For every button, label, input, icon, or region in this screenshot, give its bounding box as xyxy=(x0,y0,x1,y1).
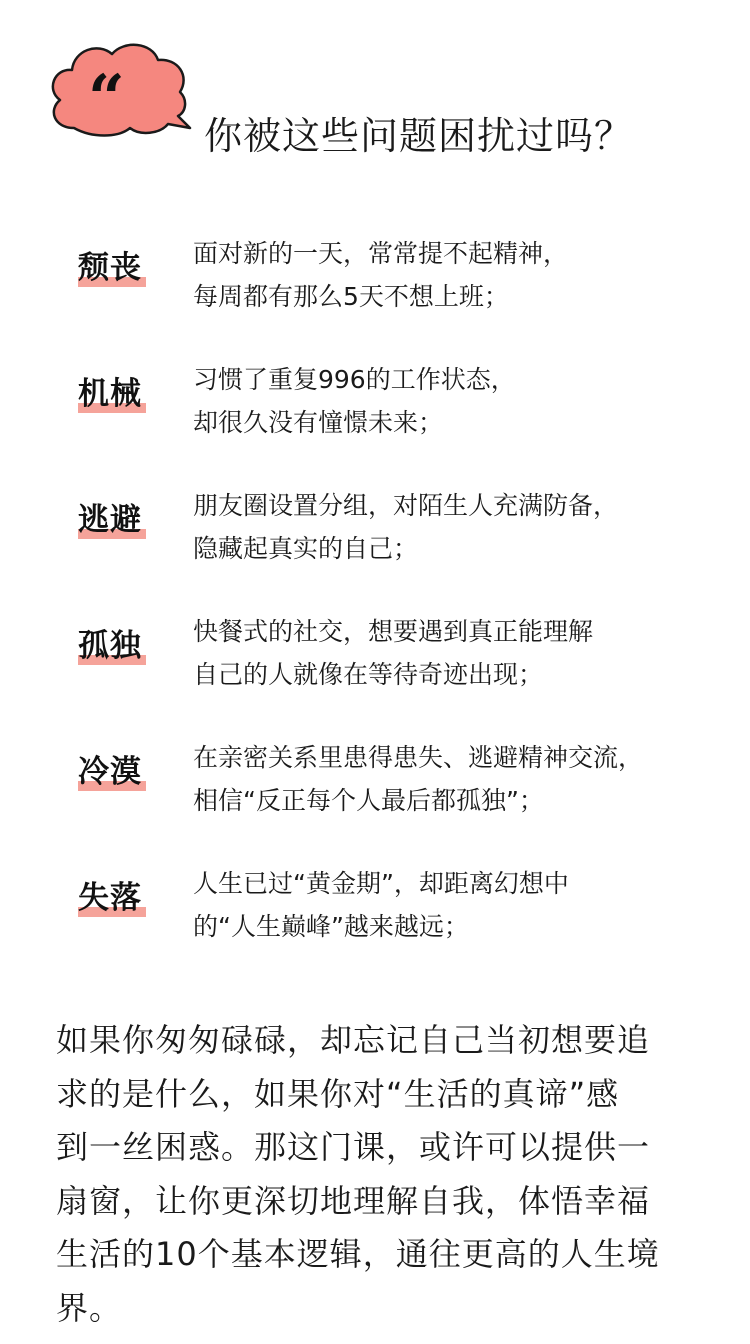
item-label: 冷漠 xyxy=(78,754,142,790)
paragraph-line: 求的是什么，如果你对“生活的真谛”感 xyxy=(56,1074,620,1113)
item-label-box xyxy=(78,624,148,668)
paragraph-line: 如果你匆匆碌碌，却忘记自己当初想要追 xyxy=(56,1021,651,1059)
item-desc-line: 自己的人就像在等待奇迹出现； xyxy=(193,660,544,689)
paragraph-line: 生活的10个基本逻辑，通往更高的人生境 xyxy=(56,1235,660,1273)
item-description xyxy=(193,232,733,318)
item-description xyxy=(193,862,733,948)
item-desc-line: 快餐式的社交，想要遇到真正能理解 xyxy=(193,617,594,646)
list-item xyxy=(0,604,750,730)
item-label: 逃避 xyxy=(78,502,142,538)
item-desc-line: 在亲密关系里患得患失、逃避精神交流， xyxy=(193,743,644,772)
item-description xyxy=(193,736,733,822)
item-desc-line: 人生已过“黄金期”，却距离幻想中 xyxy=(193,869,569,898)
item-desc-line: 朋友圈设置分组，对陌生人充满防备， xyxy=(193,491,619,520)
paragraph-line: 界。 xyxy=(56,1288,123,1327)
item-label: 孤独 xyxy=(78,628,142,664)
item-label: 失落 xyxy=(78,880,142,916)
item-label-box xyxy=(78,246,148,290)
item-desc-line: 相信“反正每个人最后都孤独”； xyxy=(193,786,544,815)
item-label-box xyxy=(78,372,148,416)
item-desc-line: 每周都有那么5天不想上班； xyxy=(193,282,509,311)
item-description xyxy=(193,610,733,696)
item-desc-line: 却很久没有憧憬未来； xyxy=(193,408,444,437)
list-item xyxy=(0,478,750,604)
paragraph-line: 扇窗，让你更深切地理解自我，体悟幸福 xyxy=(56,1181,651,1220)
quote-cloud-icon xyxy=(44,36,194,146)
conclusion-paragraph xyxy=(56,1014,706,1335)
paragraph-line: 到一丝困惑。那这门课，或许可以提供一 xyxy=(56,1128,651,1166)
item-label: 颓丧 xyxy=(78,250,142,286)
list-item xyxy=(0,226,750,352)
list-item xyxy=(0,352,750,478)
item-label-box xyxy=(78,498,148,542)
problem-list xyxy=(0,226,750,982)
item-label-box xyxy=(78,750,148,794)
quote-mark: “ xyxy=(88,61,125,136)
page-title: 你被这些问题困扰过吗？ xyxy=(204,114,634,158)
item-description xyxy=(193,484,733,570)
item-label-box xyxy=(78,876,148,920)
header xyxy=(0,0,750,180)
item-desc-line: 面对新的一天，常常提不起精神， xyxy=(193,239,569,268)
item-label: 机械 xyxy=(78,376,142,412)
list-item xyxy=(0,856,750,982)
item-description xyxy=(193,358,733,444)
item-desc-line: 的“人生巅峰”越来越远； xyxy=(193,912,469,941)
list-item xyxy=(0,730,750,856)
item-desc-line: 隐藏起真实的自己； xyxy=(193,534,419,563)
item-desc-line: 习惯了重复996的工作状态， xyxy=(193,365,516,394)
